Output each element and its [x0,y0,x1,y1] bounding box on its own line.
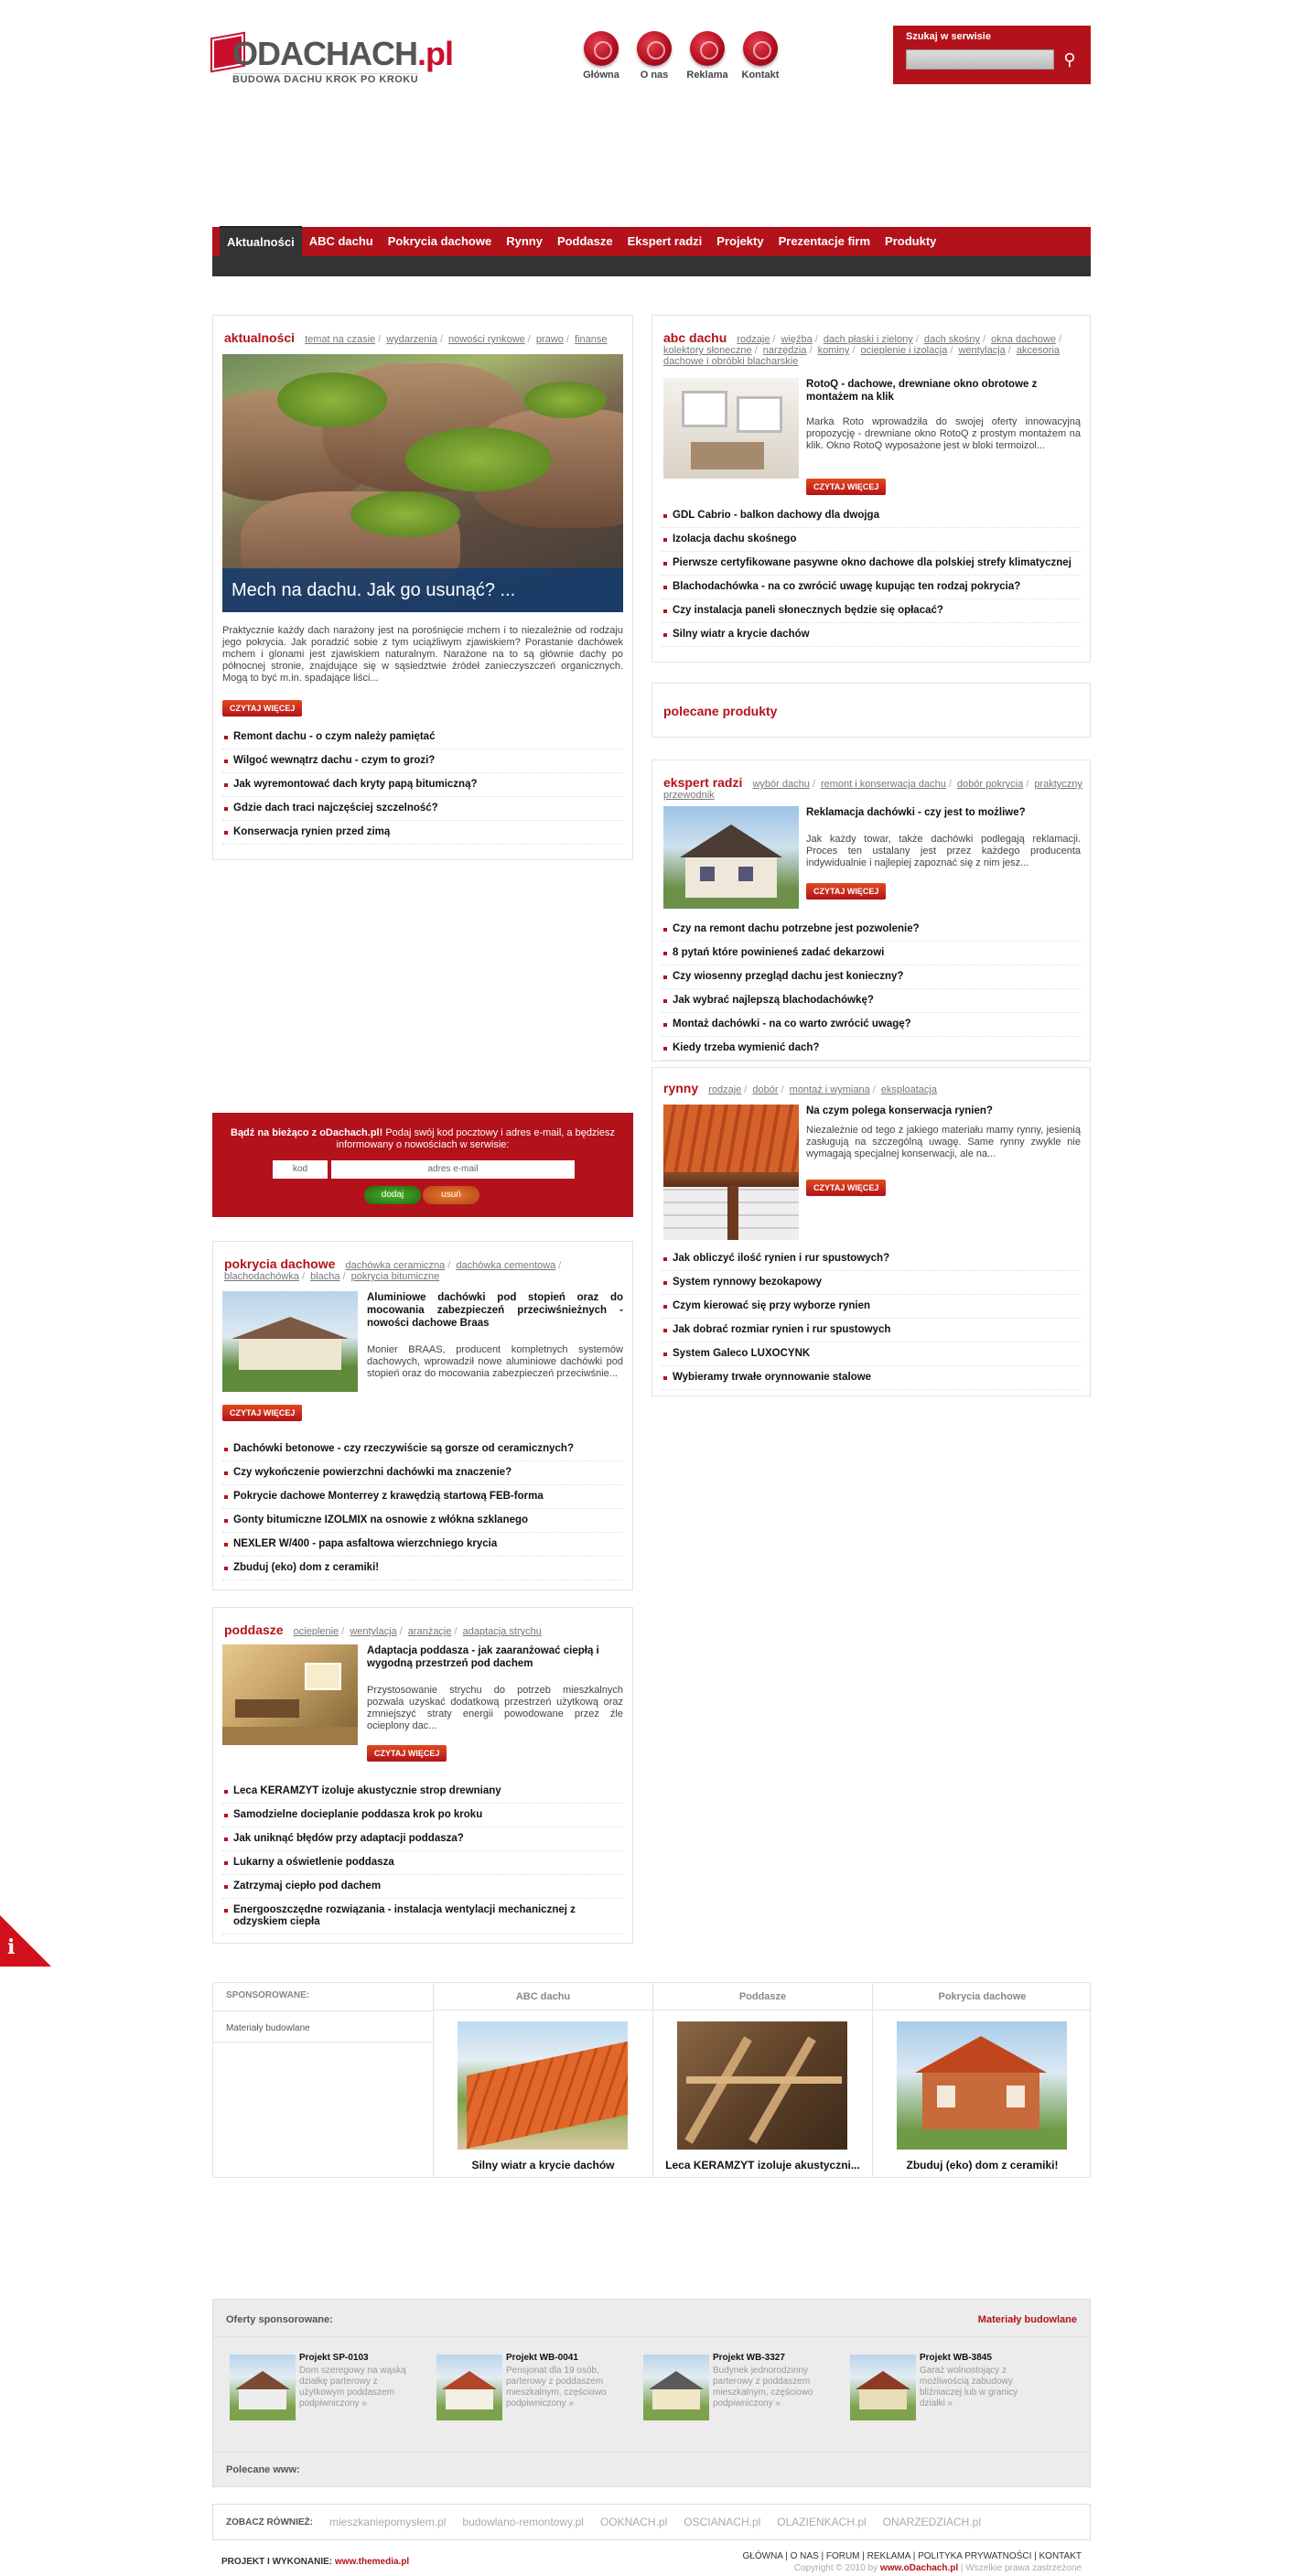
news-sublink[interactable]: temat na czasie [305,334,376,345]
attic-sublink[interactable]: ocieplenie [293,1626,339,1637]
abc-sublink[interactable]: więźba [781,334,813,345]
roofing-sublink[interactable]: dachówka ceramiczna [345,1260,446,1271]
offer-description: Garaż wolnostojący z możliwością zabudowy bliźniaczej lub w granicy działki » [920,2366,1018,2409]
newsletter-headline: Bądź na bieżąco z oDachach.pl! [231,1127,383,1138]
list-item[interactable]: Czy wiosenny przegląd dachu jest konieczny? [662,965,1081,989]
search-panel [893,26,1091,84]
list-item[interactable]: 8 pytań które powinieneś zadać dekarzowi [662,942,1081,965]
abc-title[interactable]: abc dachu [663,330,727,345]
nav-gutters[interactable]: Rynny [506,234,543,248]
sponsored-caption[interactable]: Leca KERAMZYT izoluje akustyczni... [665,2159,860,2172]
list-item[interactable]: Czy na remont dachu potrzebne jest pozwolenie? [662,918,1081,942]
contact-icon[interactable] [743,31,778,66]
partner-logo[interactable]: OLAZIENKACH.pl [777,2516,867,2528]
sponsored-offers [212,2299,1091,2487]
top-navigation [582,31,780,81]
sponsored-image[interactable] [897,2021,1067,2150]
read-more-button[interactable]: CZYTAJ WIĘCEJ [367,1745,447,1762]
abc-sublink[interactable]: okna dachowe [991,334,1057,345]
attic-thumbnail[interactable] [222,1644,358,1745]
attic-sublink[interactable]: adaptacja strychu [462,1626,542,1637]
roofing-sublink[interactable]: dachówka cementowa [456,1260,556,1271]
list-item[interactable]: Jak dobrać rozmiar rynien i rur spustowych [662,1319,1081,1342]
offer-item[interactable] [219,2347,411,2420]
expert-box: ekspert radzi wybór dachu / remont i konserwacja dachu / dobór pokrycia / praktyczny przewodnik Reklamacja dachówki - czy jest to możliwe? Jak każdy towar, także dachówki podlegają reklamacji. Proces ten ustalany jest przez każdego producenta indywidualnie i najlepiej zapoznać się z nim jesz... CZYTAJ WIĘCEJ Czy na remont dachu potrzebne jest pozwolenie? 8 pytań które powinieneś zadać dekarzowi Czy wiosenny przegląd dachu jest konieczny? Jak wybrać najlepszą blachodachówkę? Montaż dachówki - na co warto zwrócić uwagę? Kiedy trzeba wymienić dach? [652,760,1091,1062]
nav-projects[interactable]: Projekty [716,234,764,248]
gutters-box: rynny rodzaje / dobór / montaż i wymiana / eksploatacja Na czym polega konserwacja rynien? Niezależnie od tego z jakiego materiału mamy rynny, jesienią zasługują na szczególną uwagę. Same rynny zwykle nie wymagają specjalnej konserwacji, ale na... CZYTAJ WIĘCEJ Jak obliczyć ilość rynien i rur spustowych? System rynnowy bezokapowy Czym kierować się przy wyborze rynien Jak dobrać rozmiar rynien i rur spustowych System Galeco LUXOCYNK Wybieramy trwałe orynnowanie stalowe [652,1067,1091,1396]
read-more-button[interactable]: CZYTAJ WIĘCEJ [222,700,302,717]
offer-title[interactable]: Projekt WB-3845 [920,2353,992,2363]
abc-item-title[interactable]: RotoQ - dachowe, drewniane okno obrotowe z montażem na klik [806,379,1038,403]
abc-sublink[interactable]: dach płaski i zielony [823,334,913,345]
offers-category-link[interactable]: Materiały budowlane [977,2314,1077,2325]
news-sublink[interactable]: finanse [575,334,608,345]
footer-made-link[interactable]: www.themedia.pl [334,2557,410,2567]
abc-thumbnail[interactable] [663,378,799,479]
list-item[interactable]: Czy instalacja paneli słonecznych będzie się opłacać? [662,599,1081,623]
postal-code-field[interactable]: kod [273,1160,328,1179]
list-item[interactable]: Remont dachu - o czym należy pamiętać [222,726,623,749]
attic-text: Przystosowanie strychu do potrzeb mieszkalnych pozwala uzyskać dodatkową przestrzeń użytkową oraz zmniejszyć straty energii powodowane przez źle ocieplony dac... [367,1685,623,1731]
recommended-www-label: Polecane www: [226,2464,300,2475]
topnav-advert[interactable] [688,31,727,81]
logo-domain: .pl [417,35,453,72]
newsletter-text: Podaj swój kod pocztowy i adres e-mail, a będziesz informowany o nowościach w serwisie: [336,1127,615,1150]
roofing-item-title[interactable]: Aluminiowe dachówki pod stopień oraz do mocowania zabezpieczeń przeciwśnieżnych - nowości dachowe Braas [367,1292,623,1329]
nav-companies[interactable]: Prezentacje firm [778,234,871,248]
expert-item-title[interactable]: Reklamacja dachówki - czy jest to możliwe? [806,807,1026,818]
advert-icon[interactable] [690,31,725,66]
sponsored-col [652,1983,872,2177]
site-logo[interactable] [212,33,453,88]
news-sublink[interactable]: prawo [535,334,564,345]
roofing-text: Monier BRAAS, producent kompletnych systemów dachowych, wprowadził nowe aluminiowe dachówki pod stopień oraz do mocowania zabezpieczeń przeciwśnie... [367,1344,623,1379]
news-sublink[interactable]: wydarzenia [386,334,437,345]
newsletter-panel [212,1113,633,1217]
read-more-button[interactable]: CZYTAJ WIĘCEJ [806,883,886,900]
list-item[interactable]: Izolacja dachu skośnego [662,528,1081,552]
list-item[interactable]: Czym kierować się przy wyborze rynien [662,1295,1081,1319]
list-item[interactable]: Lukarny a oświetlenie poddasza [222,1851,623,1875]
abc-sublink[interactable]: kominy [817,345,850,356]
offer-title[interactable]: Projekt WB-0041 [506,2353,578,2363]
partners-label: ZOBACZ RÓWNIEŻ: [226,2517,313,2527]
offers-label: Oferty sponsorowane: [226,2314,333,2325]
subscribe-button[interactable]: dodaj [364,1186,421,1204]
search-icon[interactable]: ⚲ [1063,50,1076,69]
topnav-label[interactable]: Główna [583,70,619,81]
abc-box: abc dachu rodzaje / więźba / dach płaski i zielony / dach skośny / okna dachowe / kolektory słoneczne / narzędzia / kominy / ocieplenie i izolacja / wentylacja / akcesoria dachowe i obróbki blacharskie RotoQ - dachowe, drewniane okno obrotowe z montażem na klik Marka Roto wprowadziła do swojej oferty innowacyjną propozycję - drewniane okno RotoQ z prostym montażem na klik. Okno RotoQ wyposażone jest w bloki termoizol... CZYTAJ WIĘCEJ GDL Cabrio - balkon dachowy dla dwojga Izolacja dachu skośnego Pierwsze certyfikowane pasywne okno dachowe dla polskiej strefy klimatycznej Blachodachówka - na co zwrócić uwagę kupując ten rodzaj pokrycia? Czy instalacja paneli słonecznych będzie się opłacać? Silny wiatr a krycie dachów [652,315,1091,663]
about-icon[interactable] [637,31,672,66]
logo-text: ODACHACH [232,35,417,72]
recommended-title[interactable]: polecane produkty [663,704,778,718]
list-item[interactable]: Gonty bitumiczne IZOLMIX na osnowie z włókna szklanego [222,1509,623,1533]
partner-logo[interactable]: ONARZEDZIACH.pl [882,2516,981,2528]
gutters-thumbnail[interactable] [663,1105,799,1240]
list-item[interactable]: System rynnowy bezokapowy [662,1271,1081,1295]
expert-thumbnail[interactable] [663,806,799,909]
offer-description: Dom szeregowy na wąską działkę parterowy z użytkowym poddaszem podpiwniczony » [299,2366,406,2409]
news-box: aktualności temat na czasie / wydarzenia / nowości rynkowe / prawo / finanse Mech na dachu. Jak go usunąć? ... Praktycznie każdy dach narażony jest na porośnięcie mchem i to niezależnie od rodzaju jego pokrycia. Jak poradzić sobie z tym uciążliwym zjawiskiem? Porastanie dachówek mchem i glonami jest zjawiskiem naturalnym. Narażone na to są głównie dachy po północnej stronie, znajdujące się w sąsiedztwie źródeł zanieczyszczeń organicznych. Mogą to być m.in. spadające liści... CZYTAJ WIĘCEJ Remont dachu - o czym należy pamiętać Wilgoć wewnątrz dachu - czym to grozi? Jak wyremontować dach kryty papą bitumiczną? Gdzie dach traci najczęściej szczelność? Konserwacja rynien przed zimą [212,315,633,860]
partner-logo[interactable]: OOKNACH.pl [599,2516,668,2528]
nav-products[interactable]: Produkty [885,234,937,248]
list-item[interactable]: Leca KERAMZYT izoluje akustycznie strop drewniany [222,1780,623,1804]
read-more-button[interactable]: CZYTAJ WIĘCEJ [806,1180,886,1196]
offer-title[interactable]: Projekt WB-3327 [713,2353,785,2363]
sponsored-label: SPONSOROWANE: [226,1990,310,2000]
gutters-sublink[interactable]: montaż i wymiana [789,1084,870,1095]
hero-caption[interactable]: Mech na dachu. Jak go usunąć? ... [222,568,623,612]
read-more-button[interactable]: CZYTAJ WIĘCEJ [806,479,886,495]
list-item[interactable]: Samodzielne docieplanie poddasza krok po kroku [222,1804,623,1827]
abc-list [662,504,1081,647]
sponsored-col-head[interactable]: ABC dachu [434,1983,652,2010]
topnav-about[interactable] [635,31,673,81]
gutters-list [662,1247,1081,1390]
list-item[interactable]: Silny wiatr a krycie dachów [662,623,1081,647]
nav-expert[interactable]: Ekspert radzi [627,234,703,248]
attic-sublink[interactable]: aranżacje [407,1626,452,1637]
list-item[interactable]: Konserwacja rynien przed zimą [222,821,623,845]
list-item[interactable]: NEXLER W/400 - papa asfaltowa wierzchniego krycia [222,1533,623,1557]
expert-sublink[interactable]: remont i konserwacja dachu [820,779,946,790]
attic-list [222,1780,623,1935]
news-title[interactable]: aktualności [224,330,296,345]
expert-sublink[interactable]: dobór pokrycia [957,779,1024,790]
abc-sublink[interactable]: kolektory słoneczne [663,345,752,356]
list-item[interactable]: Pokrycie dachowe Monterrey z krawędzią startową FEB-forma [222,1485,623,1509]
abc-text: Marka Roto wprowadziła do swojej oferty innowacyjną propozycję - drewniane okno RotoQ z prostym montażem na klik. Okno RotoQ wyposażone jest w bloki termoizol... [806,416,1081,451]
abc-sublink[interactable]: akcesoria dachowe i obróbki blacharskie [663,345,1060,367]
news-sublink[interactable]: nowości rynkowe [448,334,525,345]
roofing-box: pokrycia dachowe dachówka ceramiczna / dachówka cementowa / blachodachówka / blacha / pokrycia bitumiczne Aluminiowe dachówki pod stopień oraz do mocowania zabezpieczeń przeciwśnieżnych - nowości dachowe Braas Monier BRAAS, producent kompletnych systemów dachowych, wprowadził nowe aluminiowe dachówki pod stopień oraz do mocowania zabezpieczeń przeciwśnie... CZYTAJ WIĘCEJ Dachówki betonowe - czy rzeczywiście są gorsze od ceramicznych? Czy wykończenie powierzchni dachówki ma znaczenie? Pokrycie dachowe Monterrey z krawędzią startową FEB-forma Gonty bitumiczne IZOLMIX na osnowie z włókna szklanego NEXLER W/400 - papa asfaltowa wierzchniego krycia Zbuduj (eko) dom z ceramiki! [212,1241,633,1590]
roofing-sublink[interactable]: blacha [310,1271,340,1282]
list-item[interactable]: GDL Cabrio - balkon dachowy dla dwojga [662,504,1081,528]
gutters-sublink[interactable]: rodzaje [708,1084,742,1095]
nav-attic[interactable]: Poddasze [556,234,613,248]
sponsored-col-head[interactable]: Pokrycia dachowe [873,1983,1092,2010]
nav-news[interactable]: Aktualności [220,226,302,257]
abc-sublink[interactable]: rodzaje [737,334,770,345]
attic-box: poddasze ocieplenie / wentylacja / aranżacje / adaptacja strychu Adaptacja poddasza - jak zaaranżować ciepłą i wygodną przestrzeń pod dachem Przystosowanie strychu do potrzeb mieszkalnych pozwala uzyskać dodatkową przestrzeń użytkową oraz zmniejszyć straty energii powodowane przez źle ocieplony dac... CZYTAJ WIĘCEJ Leca KERAMZYT izoluje akustycznie strop drewniany Samodzielne docieplanie poddasza krok po kroku Jak uniknąć błędów przy adaptacji poddasza? Lukarny a oświetlenie poddasza Zatrzymaj ciepło pod dachem Energooszczędne rozwiązania - instalacja wentylacji mechanicznej z odzyskiem ciepła [212,1607,633,1944]
expert-title[interactable]: ekspert radzi [663,775,743,790]
info-icon[interactable]: i [0,1915,51,1967]
topnav-label[interactable]: O nas [640,70,669,81]
gutters-text: Niezależnie od tego z jakiego materiału mamy rynny, jesienią zasługują na szczególną uwagę. Same rynny zwykle nie wymagają specjalnej konserwacji, ale na... [806,1125,1081,1159]
sponsored-caption[interactable]: Silny wiatr a krycie dachów [471,2159,615,2172]
roofing-sublink[interactable]: blachodachówka [224,1271,299,1282]
search-input[interactable] [906,49,1054,70]
partner-sites [212,2504,1091,2540]
logo-slogan: BUDOWA DACHU KROK PO KROKU [232,74,419,85]
abc-sublink[interactable]: ocieplenie i izolacja [860,345,948,356]
offer-item[interactable] [839,2347,1031,2420]
news-list [222,726,623,845]
search-title: Szukaj w serwisie [906,31,991,42]
sponsored-image[interactable] [458,2021,628,2150]
attic-item-title[interactable]: Adaptacja poddasza - jak zaaranżować ciepłą i wygodną przestrzeń pod dachem [367,1645,599,1669]
email-field[interactable]: adres e-mail [331,1160,575,1179]
gutters-sublink[interactable]: eksploatacja [880,1084,937,1095]
list-item[interactable]: Czy wykończenie powierzchni dachówki ma znaczenie? [222,1461,623,1485]
partner-logo[interactable]: OSCIANACH.pl [684,2516,761,2528]
partner-logo[interactable]: budowlano-remontowy.pl [462,2516,584,2528]
list-item[interactable]: Montaż dachówki - na co warto zwrócić uwagę? [662,1013,1081,1037]
partner-logo[interactable]: mieszkaniepomysłem.pl [329,2516,447,2528]
roofing-thumbnail[interactable] [222,1291,358,1392]
topnav-label[interactable]: Reklama [686,70,728,81]
abc-sublink[interactable]: wentylacja [958,345,1006,356]
list-item[interactable]: Gdzie dach traci najczęściej szczelność? [222,797,623,821]
list-item[interactable]: Jak obliczyć ilość rynien i rur spustowych? [662,1247,1081,1271]
nav-abc[interactable]: ABC dachu [308,234,373,248]
home-icon[interactable] [584,31,619,66]
sponsored-image[interactable] [677,2021,847,2150]
offer-item[interactable] [632,2347,824,2420]
sponsored-col [872,1983,1092,2177]
expert-sublink[interactable]: wybór dachu [752,779,810,790]
nav-roofing[interactable]: Pokrycia dachowe [387,234,492,248]
offer-title[interactable]: Projekt SP-0103 [299,2353,369,2363]
footer-copyright: Copyright © 2010 by [793,2563,878,2573]
abc-sublink[interactable]: dach skośny [923,334,981,345]
read-more-button[interactable]: CZYTAJ WIĘCEJ [222,1405,302,1421]
footer-links[interactable]: GŁÓWNA | O NAS | FORUM | REKLAMA | POLITYKA PRYWATNOŚCI | KONTAKT [742,2551,1082,2561]
main-navigation [212,227,1091,276]
recommended-box [652,683,1091,738]
expert-sublink[interactable]: praktyczny przewodnik [663,779,1082,801]
list-item[interactable]: Pierwsze certyfikowane pasywne okno dachowe dla polskiej strefy klimatycznej [662,552,1081,576]
list-item[interactable]: System Galeco LUXOCYNK [662,1342,1081,1366]
sponsored-section [212,1982,1091,2178]
roofing-sublink[interactable]: pokrycia bitumiczne [350,1271,440,1282]
hero-image[interactable] [222,354,623,612]
news-text: Praktycznie każdy dach narażony jest na porośnięcie mchem i to niezależnie od rodzaju jego pokrycia. Jak poradzić sobie z tym uciążliwym zjawiskiem? Porastanie dachówek mchem i glonami jest zjawiskiem naturalnym. Narażone na to są głównie dachy po północnej stronie, znajdujące się w sąsiedztwie źródeł zanieczyszczeń organicznych. Mogą to być m.in. spadające liści... [222,625,623,684]
footer-rights: | Wszelkie prawa zastrzeżone [960,2563,1082,2573]
list-item[interactable]: Zatrzymaj ciepło pod dachem [222,1875,623,1899]
list-item[interactable]: Jak wyremontować dach kryty papą bitumiczną? [222,773,623,797]
topnav-label[interactable]: Kontakt [741,70,780,81]
list-item[interactable]: Wybieramy trwałe orynnowanie stalowe [662,1366,1081,1390]
expert-list [662,918,1081,1061]
abc-sublink[interactable]: narzędzia [762,345,807,356]
list-item[interactable]: Blachodachówka - na co zwrócić uwagę kupując ten rodzaj pokrycia? [662,576,1081,599]
sponsored-caption[interactable]: Zbuduj (eko) dom z ceramiki! [906,2159,1059,2172]
topnav-home[interactable] [582,31,620,81]
sponsored-col [433,1983,652,2177]
list-item[interactable]: Wilgoć wewnątrz dachu - czym to grozi? [222,749,623,773]
attic-title[interactable]: poddasze [224,1622,284,1637]
list-item[interactable]: Jak uniknąć błędów przy adaptacji poddasza? [222,1827,623,1851]
gutters-item-title[interactable]: Na czym polega konserwacja rynien? [806,1105,993,1116]
expert-text: Jak każdy towar, także dachówki podlegają reklamacji. Proces ten ustalany jest przez każdego producenta indywidualnie i najlepiej zapoznać się z nim jesz... [806,834,1081,868]
gutters-title[interactable]: rynny [663,1081,699,1095]
roofing-list [222,1438,623,1580]
offer-description: Pensjonat dla 19 osób, parterowy z poddaszem mieszkalnym, częściowo podpiwniczony » [506,2366,607,2409]
footer-made-label: PROJEKT I WYKONANIE: [221,2557,333,2567]
gutters-sublink[interactable]: dobór [752,1084,779,1095]
list-item[interactable]: Dachówki betonowe - czy rzeczywiście są gorsze od ceramicznych? [222,1438,623,1461]
list-item[interactable]: Energooszczędne rozwiązania - instalacja wentylacji mechanicznej z odzyskiem ciepła [222,1899,623,1935]
unsubscribe-button[interactable]: usuń [423,1186,479,1204]
roofing-title[interactable]: pokrycia dachowe [224,1256,336,1271]
topnav-contact[interactable] [741,31,780,81]
footer-site-link[interactable]: www.oDachach.pl [879,2563,959,2573]
offer-item[interactable] [425,2347,618,2420]
list-item[interactable]: Kiedy trzeba wymienić dach? [662,1037,1081,1061]
offer-description: Budynek jednorodzinny parterowy z poddaszem mieszkalnym, częściowo podpiwniczony » [713,2366,813,2409]
list-item[interactable]: Zbuduj (eko) dom z ceramiki! [222,1557,623,1580]
sponsored-col-head[interactable]: Poddasze [653,1983,872,2010]
list-item[interactable]: Jak wybrać najlepszą blachodachówkę? [662,989,1081,1013]
attic-sublink[interactable]: wentylacja [350,1626,397,1637]
sponsored-link[interactable]: Materiały budowlane [226,2023,310,2033]
